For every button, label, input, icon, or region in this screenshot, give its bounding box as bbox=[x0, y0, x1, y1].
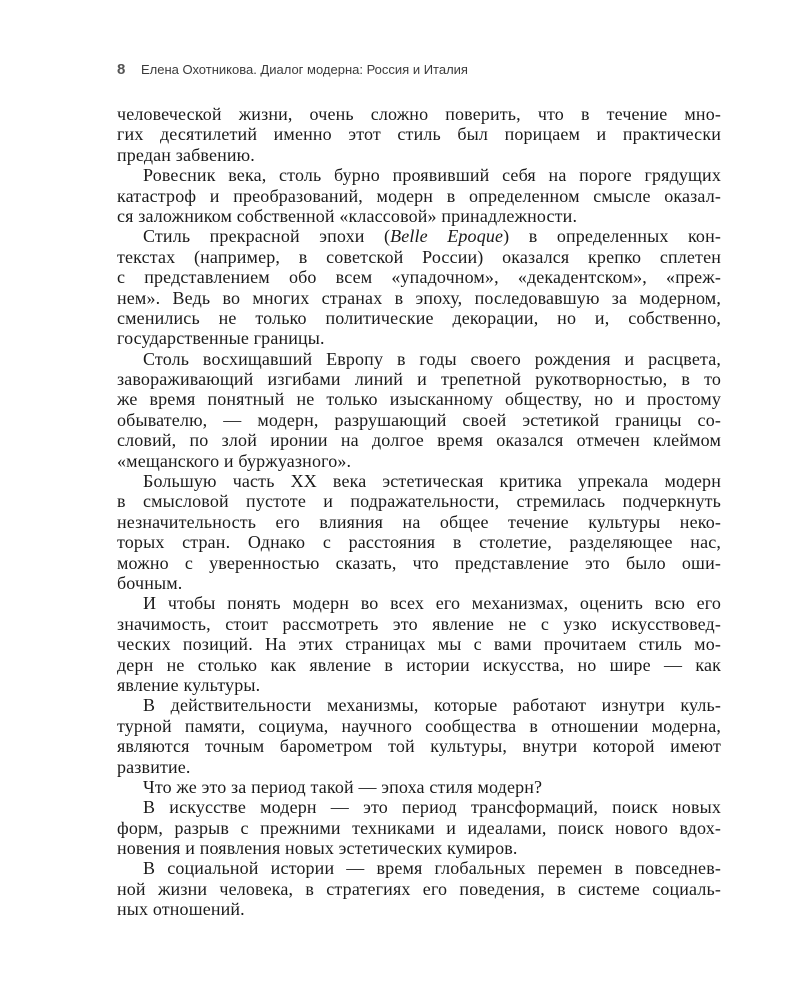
text-line: явление культуры. bbox=[117, 674, 261, 695]
text-line: обывателю, — модерн, разрушающий своей эстетикой границы со- bbox=[117, 409, 721, 430]
text-line: катастроф и преобразований, модерн в определенном смысле оказал- bbox=[117, 185, 721, 206]
page-number: 8 bbox=[117, 61, 126, 78]
text-line: Ровесник века, столь бурно проявивший себя на пороге грядущих bbox=[143, 165, 721, 186]
text-line: значимость, стоит рассмотреть это явление не с узко искусствовед- bbox=[117, 613, 721, 634]
text-line: Столь восхищавший Европу в годы своего рождения и расцвета, bbox=[143, 348, 721, 369]
text-line: сменились не только политические декорации, но и, собственно, bbox=[117, 307, 721, 328]
text-line: форм, разрыв с прежними техниками и идеалами, поиск нового вдох- bbox=[117, 817, 721, 838]
text-line: торых стран. Однако с расстояния в столетие, разделяющее нас, bbox=[117, 532, 721, 553]
running-title: Елена Охотникова. Диалог модерна: Россия и Италия bbox=[140, 62, 468, 77]
body-text bbox=[117, 104, 721, 920]
text-line: словий, по злой иронии на долгое время оказался отмечен клеймом bbox=[117, 430, 721, 451]
text-line: «мещанского и буржуазного». bbox=[117, 450, 352, 471]
text-line: человеческой жизни, очень сложно поверить, что в течение мно- bbox=[117, 104, 721, 124]
text-line: ных отношений. bbox=[117, 899, 245, 920]
text-line: же время понятный не только изысканному обществу, но и простому bbox=[117, 389, 721, 410]
text-line: ся заложником собственной «классовой» принадлежности. bbox=[117, 205, 578, 226]
text-line: турной памяти, социума, научного сообщества в отношении модерна, bbox=[117, 715, 721, 736]
text-line: являются точным барометром той культуры, внутри которой имеют bbox=[117, 736, 721, 757]
text-line: текстах (например, в советской России) оказался крепко сплетен bbox=[117, 246, 721, 267]
text-line: незначительность его влияния на общее течение культуры неко- bbox=[117, 511, 721, 532]
text-line: гих десятилетий именно этот стиль был порицаем и практически bbox=[117, 124, 721, 145]
italic-phrase: Belle Epoque bbox=[390, 226, 504, 247]
text-line: с представлением обо всем «упадочном», «декадентском», «преж- bbox=[117, 267, 721, 288]
text-line: И чтобы понять модерн во всех его механизмах, оценить всю его bbox=[143, 593, 721, 614]
text-line: дерн не столько как явление в истории искусства, но шире — как bbox=[117, 654, 721, 675]
text-line: в смысловой пустоте и подражательности, стремилась подчеркнуть bbox=[117, 491, 721, 512]
text-line: завораживающий изгибами линий и трепетной рукотворностью, в то bbox=[117, 369, 721, 390]
text-line: нем». Ведь во многих странах в эпоху, последовавшую за модерном, bbox=[117, 287, 721, 308]
text-line: Что же это за период такой — эпоха стиля модерн? bbox=[143, 776, 543, 797]
text-line: В искусстве модерн — это период трансформаций, поиск новых bbox=[143, 797, 721, 818]
text-line: предан забвению. bbox=[117, 144, 255, 165]
text-line: развитие. bbox=[117, 756, 191, 777]
text-line: ной жизни человека, в стратегиях его поведения, в системе социаль- bbox=[117, 878, 721, 899]
text-line: ческих позиций. На этих страницах мы с вами прочитаем стиль мо- bbox=[117, 634, 721, 655]
text-line: государственные границы. bbox=[117, 328, 325, 349]
text-line: можно с уверенностью сказать, что представление это было оши- bbox=[117, 552, 721, 573]
text-line: бочным. bbox=[117, 572, 183, 593]
text-line: В действительности механизмы, которые работают изнутри куль- bbox=[143, 695, 721, 716]
text-line: Большую часть XX века эстетическая критика упрекала модерн bbox=[143, 471, 721, 492]
text-line: Стиль прекрасной эпохи (Belle Epoque) в определенных кон- bbox=[143, 226, 721, 247]
text-line: В социальной истории — время глобальных перемен в повседнев- bbox=[143, 858, 721, 879]
text-line: новения и появления новых эстетических кумиров. bbox=[117, 838, 518, 859]
running-head bbox=[117, 61, 468, 78]
